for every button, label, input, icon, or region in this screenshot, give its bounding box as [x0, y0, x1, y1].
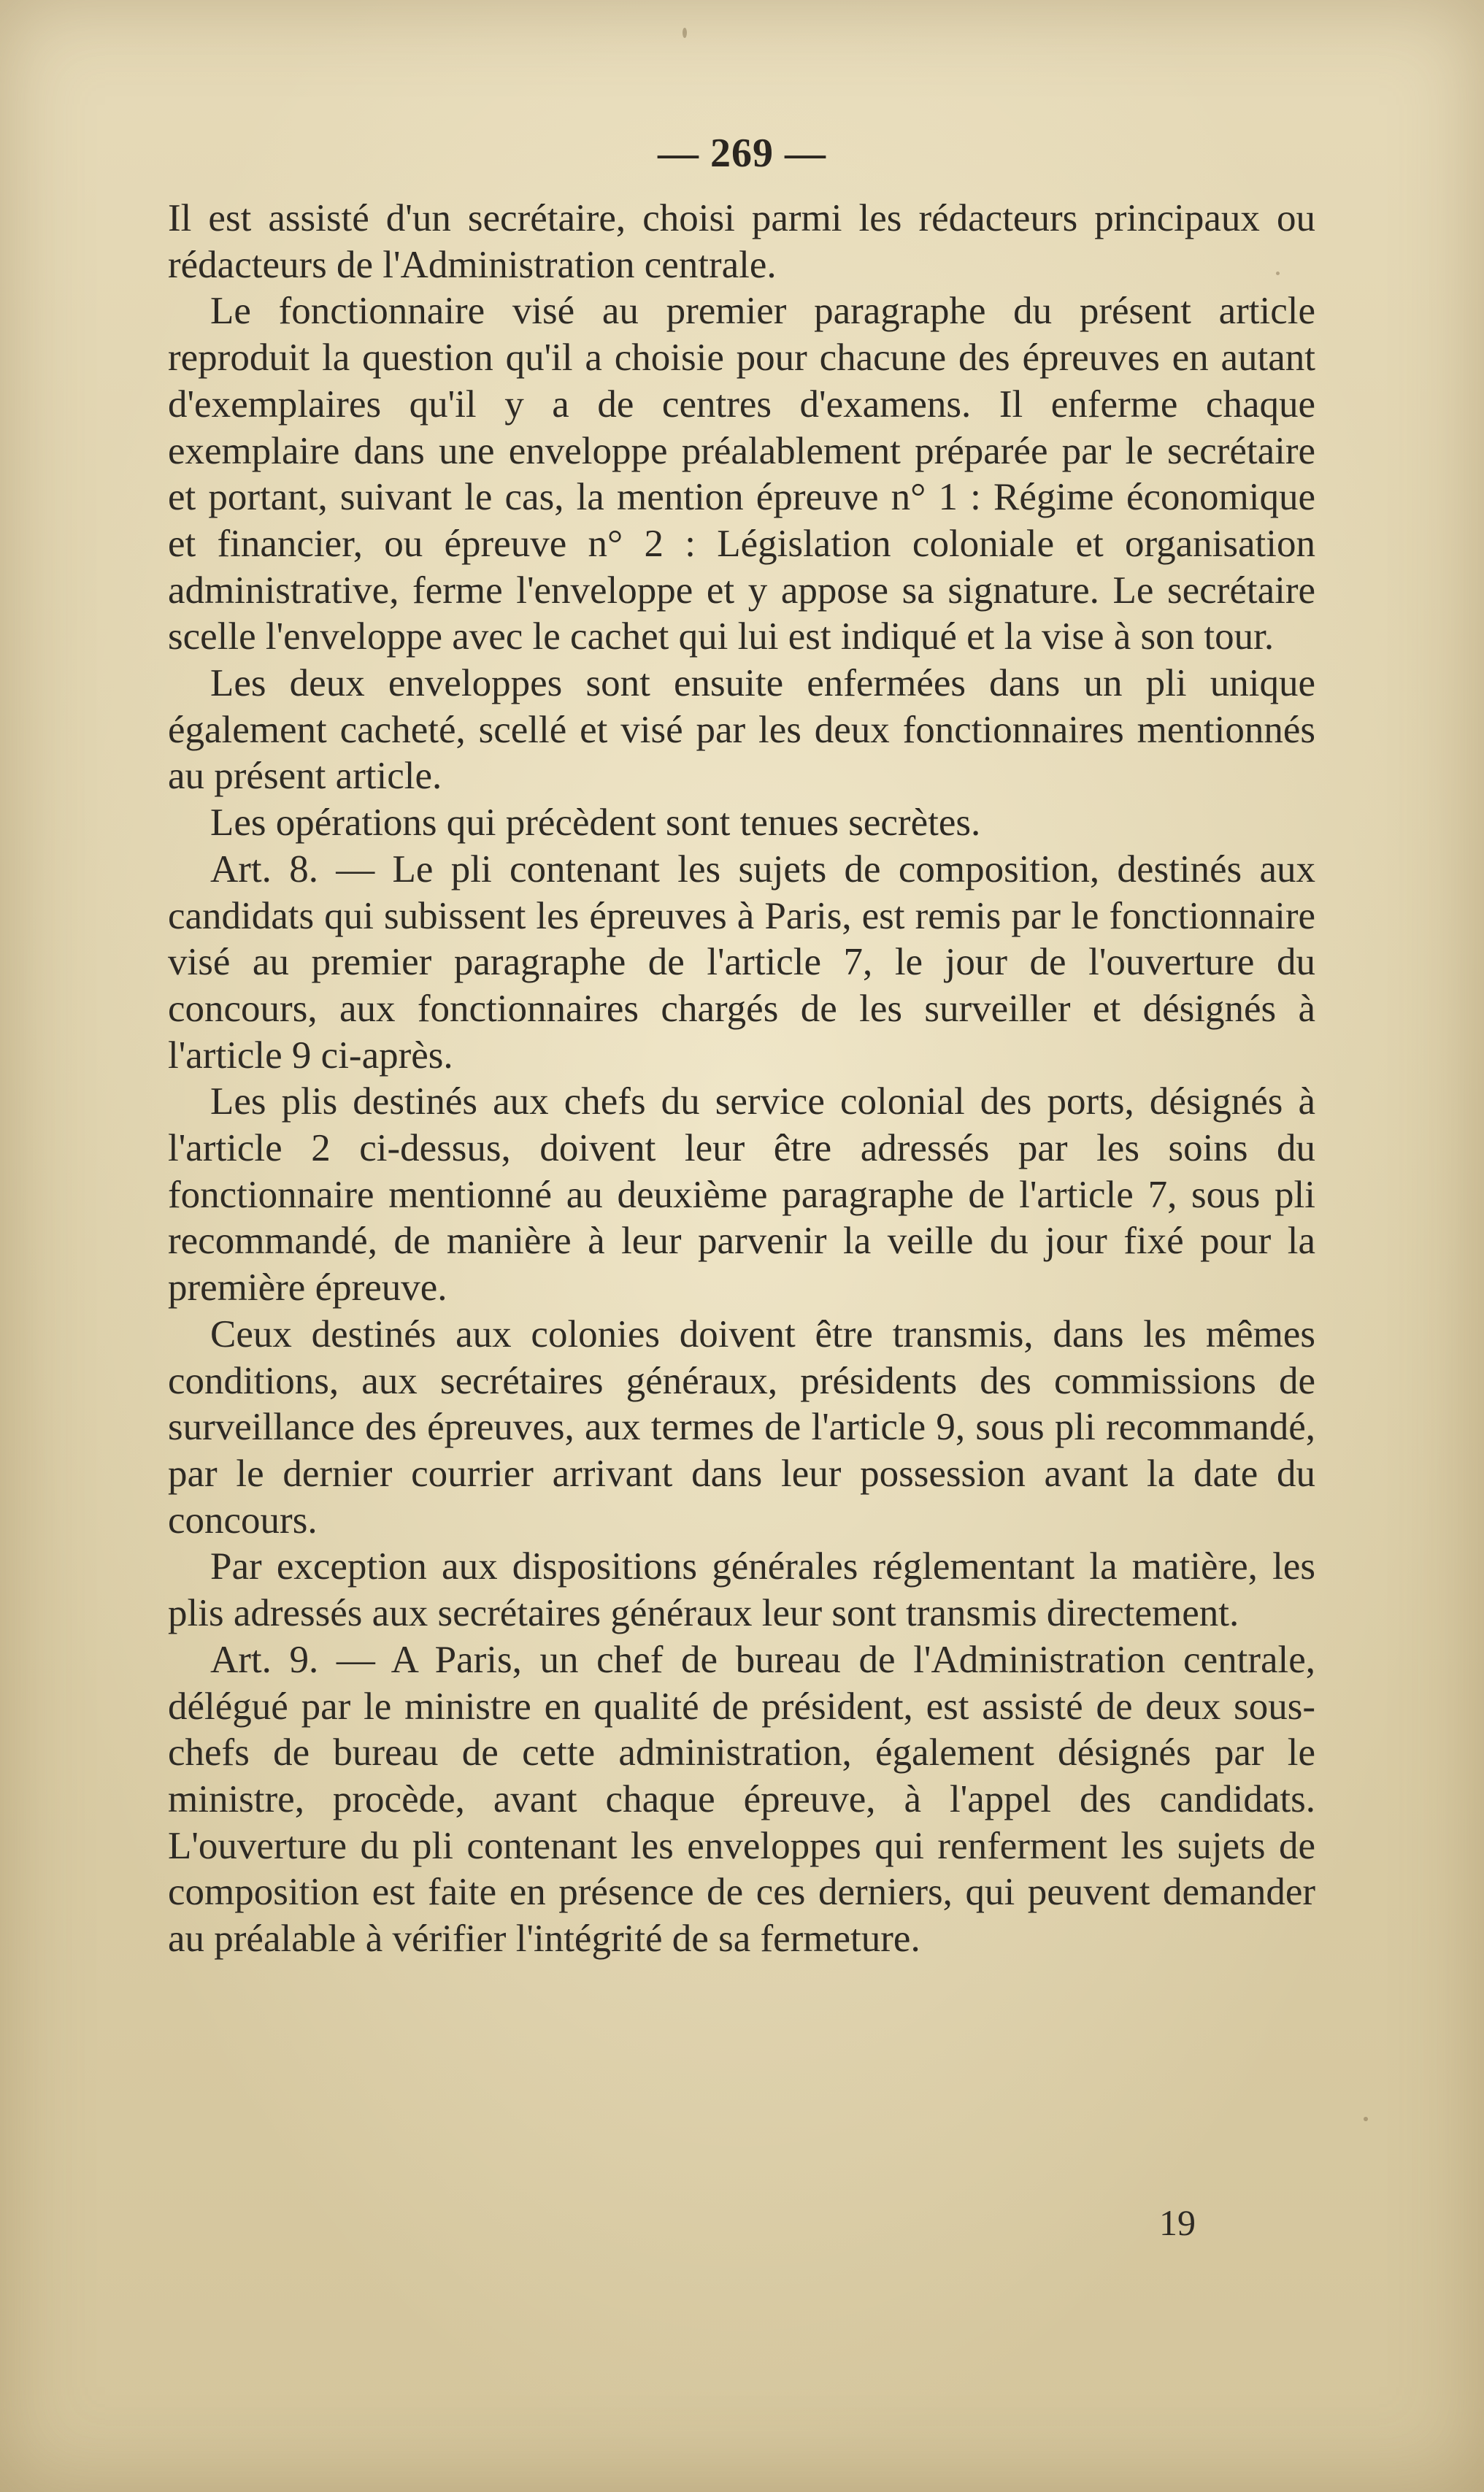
- article-8-paragraph: Art. 8. — Le pli contenant les sujets de composition, destinés aux candidats qui subissent les épreuves à Paris, est remis par le fonctionnaire visé au premier paragraphe de l'article 7, le jour de l'ouverture du concours, aux fonctionnaires chargés de les surveiller et désignés à l'article 9 ci-après.: [168, 847, 1315, 1077]
- paper-speck: [1364, 2117, 1368, 2121]
- page-number: — 269 —: [658, 131, 826, 176]
- paragraph: Ceux destinés aux colonies doivent être transmis, dans les mêmes conditions, aux secrétaires généraux, présidents des commissions de surveillance des épreuves, aux termes de l'article 9, sous pli recommandé, par le dernier courrier arrivant dans leur possession avant la date du concours.: [168, 1312, 1315, 1542]
- body-text: [168, 196, 1315, 1963]
- paper-speck: [683, 28, 687, 38]
- paragraph: Il est assisté d'un secrétaire, choisi parmi les rédacteurs principaux ou rédacteurs de l'Administration centrale.: [168, 197, 1315, 286]
- signature-mark: 19: [1159, 2202, 1196, 2243]
- paragraph: Les plis destinés aux chefs du service colonial des ports, désignés à l'article 2 ci-dessus, doivent leur être adressés par les soins du fonctionnaire mentionné au deuxième paragraphe de l'article 7, sous pli recommandé, de manière à leur parvenir la veille du jour fixé pour la première épreuve.: [168, 1080, 1315, 1310]
- paragraph: Le fonctionnaire visé au premier paragraphe du présent article reproduit la question qu'il a choisie pour chacune des épreuves en autant d'exemplaires qu'il y a de centres d'examens. Il enferme chaque exemplaire dans une enveloppe préalablement préparée par le secrétaire et portant, suivant le cas, la mention épreuve n° 1 : Régime économique et financier, ou épreuve n° 2 : Législation coloniale et organisation administrative, ferme l'enveloppe et y appose sa signature. Le secrétaire scelle l'enveloppe avec le cachet qui lui est indiqué et la vise à son tour.: [168, 290, 1315, 658]
- paragraph: Les opérations qui précèdent sont tenues secrètes.: [210, 801, 981, 845]
- paragraph: Par exception aux dispositions générales réglementant la matière, les plis adressés aux secrétaires généraux leur sont transmis directement.: [168, 1545, 1315, 1635]
- paragraph: Les deux enveloppes sont ensuite enfermées dans un pli unique également cacheté, scellé et visé par les deux fonctionnaires mentionnés au présent article.: [168, 662, 1315, 798]
- article-9-paragraph: Art. 9. — A Paris, un chef de bureau de l'Administration centrale, délégué par le ministre en qualité de président, est assisté de deux sous-chefs de bureau de cette administration, également désignés par le ministre, procède, avant chaque épreuve, à l'appel des candidats. L'ouverture du pli contenant les enveloppes qui renferment les sujets de composition est faite en présence de ces derniers, qui peuvent demander au préalable à vérifier l'intégrité de sa fermeture.: [168, 1638, 1315, 1961]
